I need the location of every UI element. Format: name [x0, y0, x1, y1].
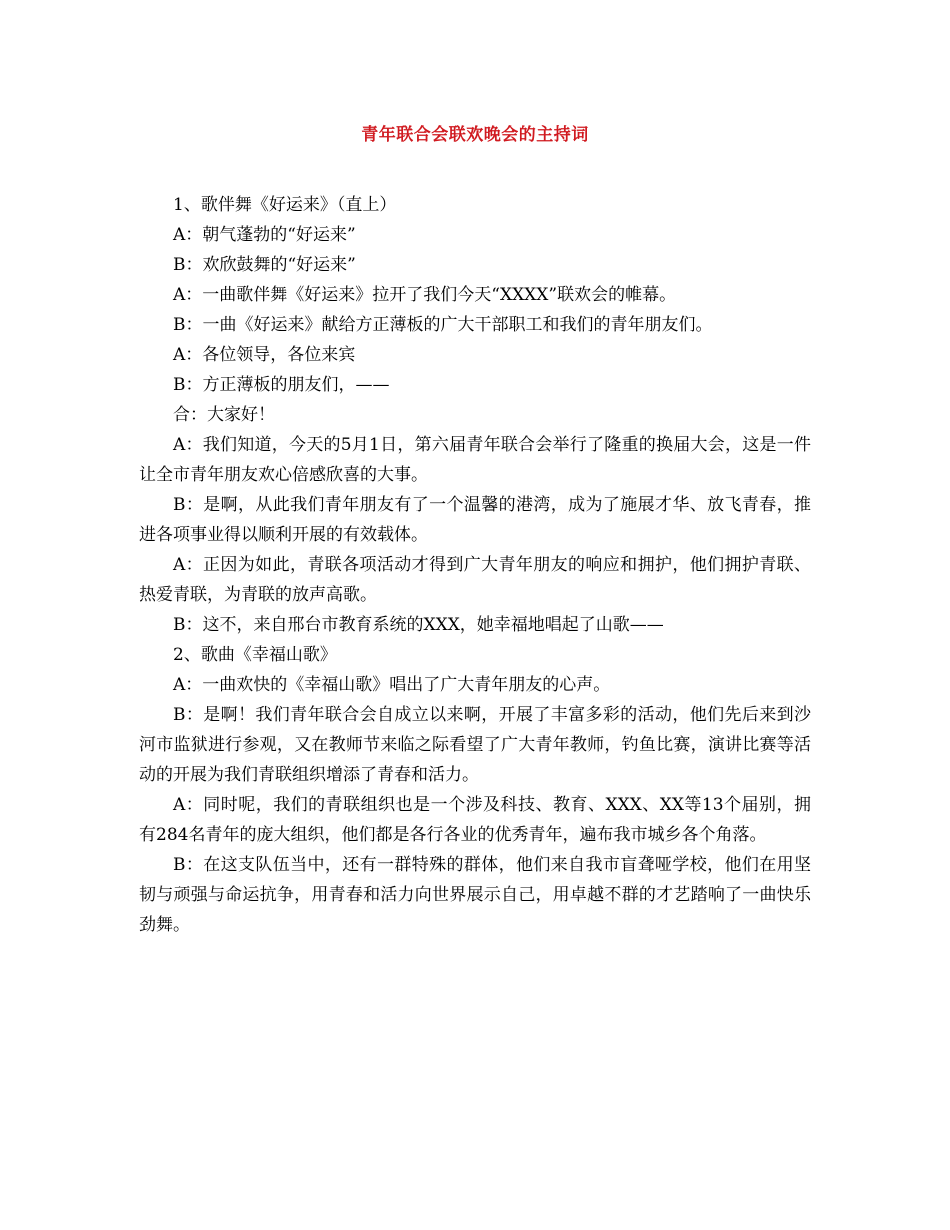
paragraph: A：一曲歌伴舞《好运来》拉开了我们今天“XXXX”联欢会的帷幕。	[173, 285, 677, 305]
paragraph: B：一曲《好运来》献给方正薄板的广大干部职工和我们的青年朋友们。	[173, 315, 713, 335]
document-body	[139, 190, 811, 940]
paragraph: A：朝气蓬勃的“好运来”	[173, 225, 356, 245]
paragraph: 2、歌曲《幸福山歌》	[173, 645, 337, 665]
paragraph: B：在这支队伍当中，还有一群特殊的群体，他们来自我市盲聋哑学校，他们在用坚韧与顽强与命运抗争，用青春和活力向世界展示自己，用卓越不群的才艺踏响了一曲快乐劲舞。	[139, 855, 811, 935]
document-title: 青年联合会联欢晚会的主持词	[361, 125, 589, 145]
paragraph: A：我们知道，今天的5月1日，第六届青年联合会举行了隆重的换届大会，这是一件让全市青年朋友欢心倍感欣喜的大事。	[139, 435, 811, 485]
paragraph: A：一曲欢快的《幸福山歌》唱出了广大青年朋友的心声。	[173, 675, 611, 695]
paragraph: 1、歌伴舞《好运来》（直上）	[173, 195, 397, 215]
paragraph: A：同时呢，我们的青联组织也是一个涉及科技、教育、XXX、XX等13个届别，拥有284名青年的庞大组织，他们都是各行各业的优秀青年，遍布我市城乡各个角落。	[139, 795, 811, 845]
paragraph: A：各位领导，各位来宾	[173, 345, 356, 365]
paragraph: 合：大家好！	[173, 405, 275, 425]
paragraph: B：方正薄板的朋友们，——	[173, 375, 390, 395]
paragraph: A：正因为如此，青联各项活动才得到广大青年朋友的响应和拥护，他们拥护青联、热爱青联，为青联的放声高歌。	[139, 555, 811, 605]
paragraph: B：这不，来自邢台市教育系统的XXX，她幸福地唱起了山歌——	[173, 615, 664, 635]
paragraph: B：是啊！我们青年联合会自成立以来啊，开展了丰富多彩的活动，他们先后来到沙河市监狱进行参观，又在教师节来临之际看望了广大青年教师，钓鱼比赛，演讲比赛等活动的开展为我们青联组织增添了青春和活力。	[139, 705, 811, 785]
paragraph: B：是啊，从此我们青年朋友有了一个温馨的港湾，成为了施展才华、放飞青春，推进各项事业得以顺利开展的有效载体。	[139, 495, 811, 545]
paragraph: B：欢欣鼓舞的“好运来”	[173, 255, 356, 275]
